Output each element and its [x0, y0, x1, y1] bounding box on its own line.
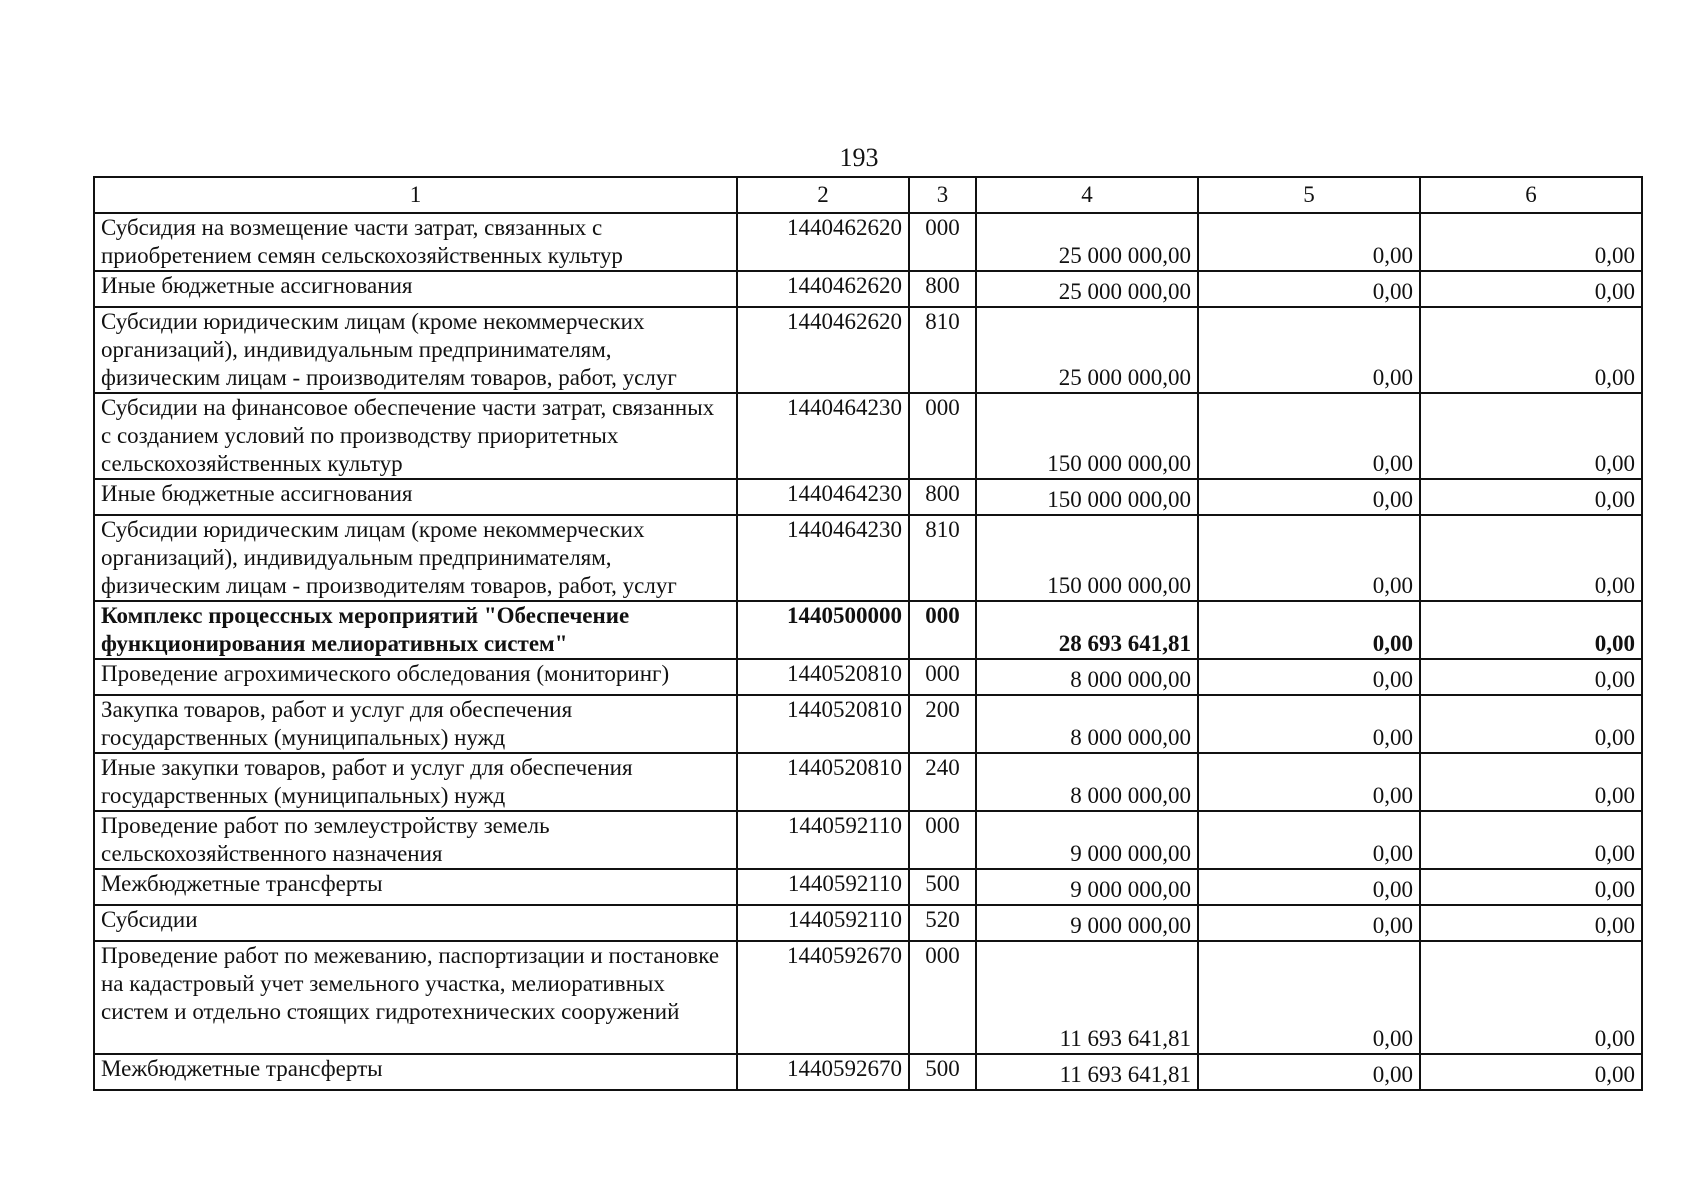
row-expense-type: 800 — [909, 271, 976, 307]
row-value-5: 0,00 — [1198, 1054, 1420, 1090]
row-name: Проведение работ по межеванию, паспортизации и постановке на кадастровый учет земельного участка, мелиоративных систем и отдельно стоящих гидротехнических сооружений — [94, 941, 737, 1054]
row-expense-type: 000 — [909, 213, 976, 271]
row-code: 1440464230 — [737, 515, 909, 601]
row-value-4: 8 000 000,00 — [976, 659, 1198, 695]
row-name: Субсидия на возмещение части затрат, связанных с приобретением семян сельскохозяйственных культур — [94, 213, 737, 271]
row-name: Межбюджетные трансферты — [94, 869, 737, 905]
table-row — [94, 905, 1642, 941]
row-name: Закупка товаров, работ и услуг для обеспечения государственных (муниципальных) нужд — [94, 695, 737, 753]
row-name: Межбюджетные трансферты — [94, 1054, 737, 1090]
table-row — [94, 601, 1642, 659]
row-value-4: 28 693 641,81 — [976, 601, 1198, 659]
row-name: Проведение работ по землеустройству земель сельскохозяйственного назначения — [94, 811, 737, 869]
row-code: 1440462620 — [737, 213, 909, 271]
row-value-4: 25 000 000,00 — [976, 307, 1198, 393]
row-expense-type: 520 — [909, 905, 976, 941]
row-value-5: 0,00 — [1198, 869, 1420, 905]
row-value-6: 0,00 — [1420, 753, 1642, 811]
row-code: 1440592110 — [737, 905, 909, 941]
row-name: Проведение агрохимического обследования (мониторинг) — [94, 659, 737, 695]
row-value-4: 150 000 000,00 — [976, 393, 1198, 479]
row-name: Комплекс процессных мероприятий "Обеспечение функционирования мелиоративных систем" — [94, 601, 737, 659]
header-cell: 1 — [94, 177, 737, 213]
row-expense-type: 500 — [909, 1054, 976, 1090]
row-value-6: 0,00 — [1420, 393, 1642, 479]
table-row — [94, 941, 1642, 1054]
row-code: 1440500000 — [737, 601, 909, 659]
row-value-5: 0,00 — [1198, 695, 1420, 753]
row-value-4: 25 000 000,00 — [976, 271, 1198, 307]
row-value-5: 0,00 — [1198, 479, 1420, 515]
row-value-4: 8 000 000,00 — [976, 753, 1198, 811]
header-cell: 4 — [976, 177, 1198, 213]
row-value-5: 0,00 — [1198, 271, 1420, 307]
header-cell: 2 — [737, 177, 909, 213]
row-code: 1440520810 — [737, 659, 909, 695]
row-value-4: 8 000 000,00 — [976, 695, 1198, 753]
row-name: Субсидии на финансовое обеспечение части затрат, связанных с созданием условий по производству приоритетных сельскохозяйственных культур — [94, 393, 737, 479]
row-expense-type: 500 — [909, 869, 976, 905]
row-value-6: 0,00 — [1420, 941, 1642, 1054]
row-value-6: 0,00 — [1420, 213, 1642, 271]
row-name: Иные закупки товаров, работ и услуг для обеспечения государственных (муниципальных) нужд — [94, 753, 737, 811]
row-code: 1440464230 — [737, 479, 909, 515]
header-cell: 6 — [1420, 177, 1642, 213]
row-value-5: 0,00 — [1198, 213, 1420, 271]
row-code: 1440462620 — [737, 307, 909, 393]
row-value-6: 0,00 — [1420, 659, 1642, 695]
row-name: Субсидии юридическим лицам (кроме некоммерческих организаций), индивидуальным предпринимателям, физическим лицам - производителям товаров, работ, услуг — [94, 515, 737, 601]
table-row — [94, 811, 1642, 869]
row-value-6: 0,00 — [1420, 1054, 1642, 1090]
row-value-6: 0,00 — [1420, 307, 1642, 393]
budget-table — [93, 176, 1643, 1091]
row-expense-type: 200 — [909, 695, 976, 753]
header-cell: 5 — [1198, 177, 1420, 213]
row-expense-type: 810 — [909, 515, 976, 601]
row-expense-type: 240 — [909, 753, 976, 811]
table-row — [94, 659, 1642, 695]
row-value-5: 0,00 — [1198, 659, 1420, 695]
row-value-5: 0,00 — [1198, 941, 1420, 1054]
row-name: Субсидии юридическим лицам (кроме некоммерческих организаций), индивидуальным предпринимателям, физическим лицам - производителям товаров, работ, услуг — [94, 307, 737, 393]
row-value-6: 0,00 — [1420, 479, 1642, 515]
row-value-6: 0,00 — [1420, 601, 1642, 659]
row-value-6: 0,00 — [1420, 869, 1642, 905]
row-code: 1440592110 — [737, 869, 909, 905]
row-code: 1440464230 — [737, 393, 909, 479]
row-expense-type: 000 — [909, 393, 976, 479]
row-value-5: 0,00 — [1198, 393, 1420, 479]
table-row — [94, 515, 1642, 601]
row-value-5: 0,00 — [1198, 515, 1420, 601]
row-code: 1440520810 — [737, 695, 909, 753]
row-value-6: 0,00 — [1420, 811, 1642, 869]
row-value-5: 0,00 — [1198, 601, 1420, 659]
table-row — [94, 753, 1642, 811]
row-value-5: 0,00 — [1198, 307, 1420, 393]
row-expense-type: 800 — [909, 479, 976, 515]
row-name: Иные бюджетные ассигнования — [94, 271, 737, 307]
row-value-4: 9 000 000,00 — [976, 811, 1198, 869]
row-value-6: 0,00 — [1420, 695, 1642, 753]
row-code: 1440592670 — [737, 941, 909, 1054]
row-expense-type: 000 — [909, 601, 976, 659]
row-value-4: 150 000 000,00 — [976, 515, 1198, 601]
table-row — [94, 869, 1642, 905]
row-expense-type: 810 — [909, 307, 976, 393]
header-cell: 3 — [909, 177, 976, 213]
header-row — [94, 177, 1642, 213]
row-value-6: 0,00 — [1420, 271, 1642, 307]
row-value-4: 9 000 000,00 — [976, 869, 1198, 905]
row-code: 1440520810 — [737, 753, 909, 811]
row-value-6: 0,00 — [1420, 905, 1642, 941]
row-value-4: 9 000 000,00 — [976, 905, 1198, 941]
row-code: 1440592670 — [737, 1054, 909, 1090]
row-code: 1440462620 — [737, 271, 909, 307]
row-value-4: 11 693 641,81 — [976, 1054, 1198, 1090]
row-expense-type: 000 — [909, 659, 976, 695]
row-expense-type: 000 — [909, 811, 976, 869]
table-row — [94, 695, 1642, 753]
row-name: Субсидии — [94, 905, 737, 941]
row-code: 1440592110 — [737, 811, 909, 869]
row-value-5: 0,00 — [1198, 905, 1420, 941]
table-row — [94, 1054, 1642, 1090]
table-row — [94, 213, 1642, 271]
page-number: 193 — [839, 143, 879, 172]
row-value-4: 150 000 000,00 — [976, 479, 1198, 515]
row-value-4: 25 000 000,00 — [976, 213, 1198, 271]
row-value-5: 0,00 — [1198, 811, 1420, 869]
row-expense-type: 000 — [909, 941, 976, 1054]
table-row — [94, 393, 1642, 479]
row-value-4: 11 693 641,81 — [976, 941, 1198, 1054]
row-value-5: 0,00 — [1198, 753, 1420, 811]
row-name: Иные бюджетные ассигнования — [94, 479, 737, 515]
table-row — [94, 271, 1642, 307]
table-row — [94, 479, 1642, 515]
table-row — [94, 307, 1642, 393]
row-value-6: 0,00 — [1420, 515, 1642, 601]
